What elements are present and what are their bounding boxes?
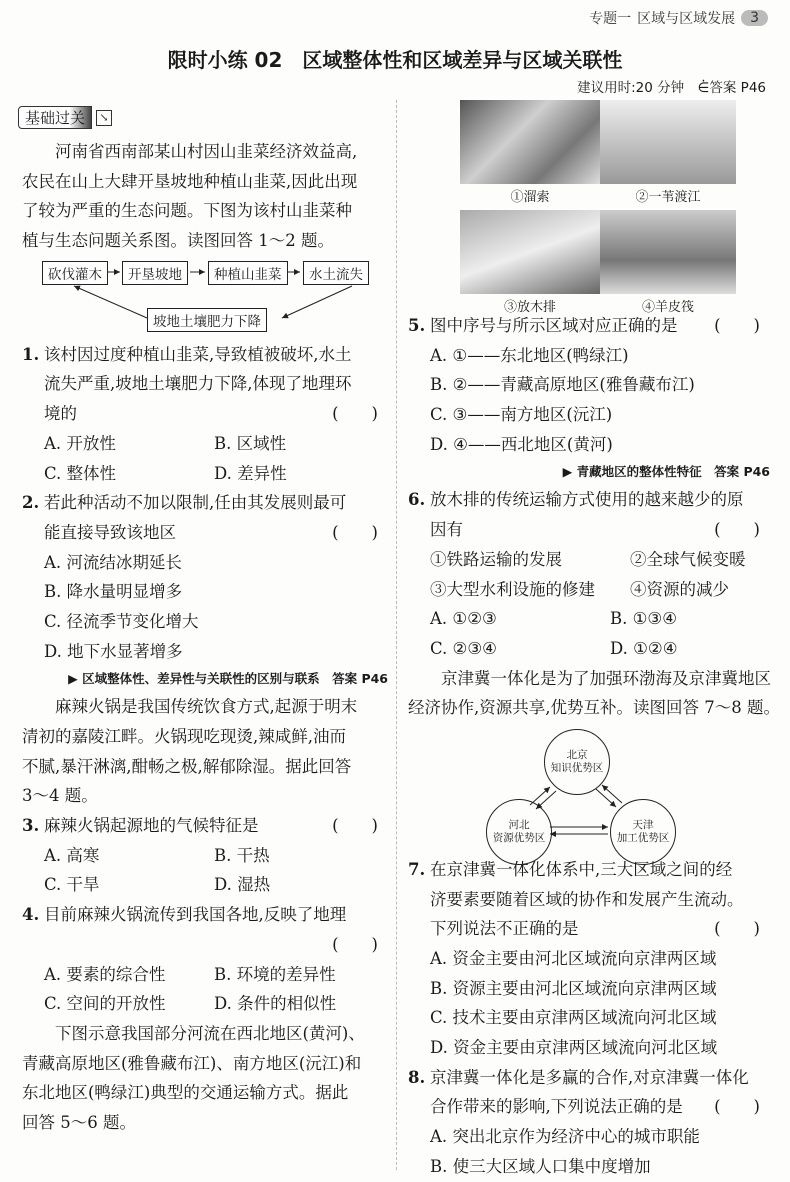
question-text: 图中序号与所示区域对应正确的是	[430, 316, 678, 335]
suggested-time: 建议用时:20 分钟	[577, 80, 685, 96]
option-c[interactable]: C. ③——南方地区(沅江)	[430, 405, 613, 425]
intro-line: 回答 5～6 题。	[22, 1112, 136, 1132]
question-7	[408, 855, 770, 1063]
question-text: 放木排的传统运输方式使用的越来越少的原	[430, 490, 744, 510]
question-number: 4.	[22, 905, 40, 925]
photo-caption: ②一苇渡江	[635, 190, 701, 205]
flow-box-plant-chives: 种植山韭菜	[208, 261, 288, 285]
flow-box-soil-erosion: 水土流失	[303, 261, 369, 285]
option-d[interactable]: D. 地下水显著增多	[44, 641, 183, 661]
node-title: 河北	[508, 818, 530, 831]
section-badge	[18, 106, 112, 129]
question-text: 因有	[430, 520, 463, 540]
node-subtitle: 加工优势区	[616, 831, 670, 844]
node-subtitle: 资源优势区	[492, 831, 546, 844]
node-tianjin	[610, 799, 676, 865]
page-number: 3	[741, 10, 768, 26]
question-number: 5.	[408, 316, 426, 335]
intro-line: 清初的嘉陵江畔。火锅现吃现烫,辣咸鲜,油而	[22, 727, 346, 746]
answer-blank[interactable]: ( )	[332, 404, 378, 424]
intro-line: 下图示意我国部分河流在西北地区(黄河)、	[55, 1023, 365, 1043]
question-text: 京津冀一体化是多赢的合作,对京津冀一体化	[430, 1067, 749, 1087]
option-d[interactable]: D. 湿热	[214, 875, 271, 895]
option-c[interactable]: C. 技术主要由京津两区域流向河北区域	[430, 1008, 717, 1028]
photo-zipline	[460, 100, 600, 184]
option-d[interactable]: D. 条件的相似性	[214, 994, 337, 1014]
flow-box-reclaim-slope: 开垦坡地	[122, 261, 188, 285]
option-b[interactable]: B. 使三大区域人口集中度增加	[430, 1156, 651, 1176]
knowledge-note: ▶ 区域整体性、差异性与关联性的区别与联系 答案 P46	[68, 671, 388, 687]
option-a[interactable]: A. ①——东北地区(鸭绿江)	[430, 345, 629, 365]
answer-blank[interactable]: ( )	[714, 520, 760, 540]
option-a[interactable]: A. 开放性	[44, 433, 116, 453]
column-divider	[396, 100, 397, 1170]
jingjinji-diagram	[408, 723, 770, 855]
question-text: 在京津冀一体化体系中,三大区域之间的经	[430, 859, 733, 879]
option-a[interactable]: A. 突出北京作为经济中心的城市职能	[430, 1127, 700, 1147]
intro-line: 京津冀一体化是为了加强环渤海及京津冀地区	[441, 668, 771, 688]
photo-sheepskin-raft	[600, 210, 736, 294]
node-hebei	[486, 799, 552, 865]
question-text: 流失严重,坡地土壤肥力下降,体现了地理环	[44, 374, 352, 394]
header-section: 专题一	[589, 11, 632, 27]
intro-line: 青藏高原地区(雅鲁藏布江)、南方地区(沅江)和	[22, 1053, 362, 1073]
option-d[interactable]: D. ④——西北地区(黄河)	[430, 434, 613, 454]
option-c[interactable]: C. 空间的开放性	[44, 994, 166, 1014]
option-c[interactable]: C. 干旱	[44, 875, 100, 895]
question-number: 8.	[408, 1067, 426, 1087]
question-3	[22, 811, 388, 900]
photo-reed-crossing	[600, 100, 736, 184]
photo-caption: ④羊皮筏	[641, 300, 694, 315]
answer-reference: ⋵答案 P46	[697, 80, 766, 96]
question-number: 3.	[22, 816, 40, 836]
intro-line: 麻辣火锅是我国传统饮食方式,起源于明末	[55, 697, 358, 717]
flow-box-fertility-decline: 坡地土壤肥力下降	[147, 308, 267, 332]
option-b[interactable]: B. 干热	[214, 845, 270, 865]
option-b[interactable]: B. ②——青藏高原地区(雅鲁藏布江)	[430, 375, 695, 395]
question-4	[22, 900, 388, 1019]
question-text: 该村因过度种植山韭菜,导致植被破坏,水土	[44, 344, 352, 364]
answer-blank[interactable]: ( )	[332, 816, 378, 836]
reason-item: ②全球气候变暖	[630, 549, 746, 569]
badge-label: 基础过关	[18, 106, 92, 129]
option-a[interactable]: A. 高寒	[44, 845, 100, 865]
option-c[interactable]: C. 整体性	[44, 463, 117, 483]
flow-diagram	[22, 256, 388, 340]
intro-line: 3～4 题。	[22, 786, 98, 806]
question-2	[22, 488, 388, 666]
question-text: 合作带来的影响,下列说法正确的是	[430, 1097, 683, 1117]
question-text: 麻辣火锅起源地的气候特征是	[44, 816, 259, 836]
knowledge-note: ▶ 青藏地区的整体性特征 答案 P46	[562, 464, 770, 480]
question-number: 6.	[408, 490, 426, 510]
question-text: 下列说法不正确的是	[430, 919, 579, 939]
question-text: 目前麻辣火锅流传到我国各地,反映了地理	[44, 905, 347, 925]
option-a[interactable]: A. 河流结冰期延长	[44, 552, 182, 572]
option-d[interactable]: D. 差异性	[214, 463, 287, 483]
question-text: 境的	[44, 404, 77, 424]
question-number: 2.	[22, 493, 40, 513]
option-b[interactable]: B. 降水量明显增多	[44, 582, 183, 602]
option-b[interactable]: B. ①③④	[610, 609, 677, 629]
time-hint	[577, 76, 766, 96]
node-beijing	[544, 729, 610, 795]
question-text: 济要素要随着区域的协作和发展产生流动。	[430, 889, 744, 909]
option-d[interactable]: D. ①②④	[610, 638, 678, 658]
answer-blank[interactable]: ( )	[332, 522, 378, 542]
option-b[interactable]: B. 环境的差异性	[214, 964, 336, 984]
answer-blank[interactable]: ( )	[714, 316, 760, 335]
photo-caption: ①溜索	[510, 190, 550, 205]
answer-blank[interactable]: ( )	[714, 919, 760, 939]
question-8	[408, 1063, 770, 1182]
question-text: 若此种活动不加以限制,任由其发展则最可	[44, 493, 347, 513]
intro-line: 经济协作,资源共享,优势互补。读图回答 7～8 题。	[408, 698, 780, 718]
reason-item: ④资源的减少	[630, 579, 729, 599]
question-number: 1.	[22, 344, 40, 364]
right-column	[408, 100, 780, 1180]
answer-blank[interactable]: ( )	[332, 934, 378, 954]
option-c[interactable]: C. ②③④	[430, 638, 497, 658]
intro-line: 了较为严重的生态问题。下图为该村山韭菜种	[22, 201, 352, 221]
option-a[interactable]: A. ①②③	[430, 609, 497, 629]
question-1	[22, 340, 388, 488]
question-number: 7.	[408, 859, 426, 879]
page-title: 限时小练 02 区域整体性和区域差异与区域关联性	[167, 48, 623, 72]
intro-line: 东北地区(鸭绿江)典型的交通运输方式。据此	[22, 1083, 349, 1103]
arrow-icon: ↘	[96, 110, 112, 126]
header-chapter: 区域与区域发展	[637, 11, 736, 27]
reason-item: ①铁路运输的发展	[430, 549, 562, 569]
node-subtitle: 知识优势区	[550, 761, 604, 774]
photo-caption: ③放木排	[503, 300, 556, 315]
answer-blank[interactable]: ( )	[714, 1097, 760, 1117]
running-header	[589, 8, 768, 28]
option-b[interactable]: B. 区域性	[214, 433, 287, 453]
option-a[interactable]: A. 资金主要由河北区域流向京津两区域	[430, 949, 717, 968]
reason-item: ③大型水利设施的修建	[430, 579, 595, 599]
question-5	[408, 311, 770, 459]
option-d[interactable]: D. 资金主要由京津两区域流向河北区域	[430, 1038, 718, 1058]
intro-line: 河南省西南部某山村因山韭菜经济效益高,	[55, 142, 358, 161]
photo-log-raft	[460, 210, 600, 294]
intro-line: 不腻,暴汗淋漓,酣畅之极,解郁除湿。据此回答	[22, 756, 352, 776]
option-c[interactable]: C. 径流季节变化增大	[44, 611, 199, 631]
intro-line: 植与生态问题关系图。读图回答 1～2 题。	[22, 231, 334, 251]
left-column	[22, 137, 388, 1138]
flow-box-cut-shrubs: 砍伐灌木	[42, 261, 108, 285]
question-6	[408, 485, 770, 663]
question-text: 能直接导致该地区	[44, 522, 176, 542]
node-title: 北京	[566, 748, 588, 761]
option-b[interactable]: B. 资源主要由河北区域流向京津两区域	[430, 978, 717, 998]
intro-line: 农民在山上大肆开垦坡地种植山韭菜,因此出现	[22, 171, 358, 191]
node-title: 天津	[632, 818, 654, 831]
option-a[interactable]: A. 要素的综合性	[44, 964, 166, 984]
